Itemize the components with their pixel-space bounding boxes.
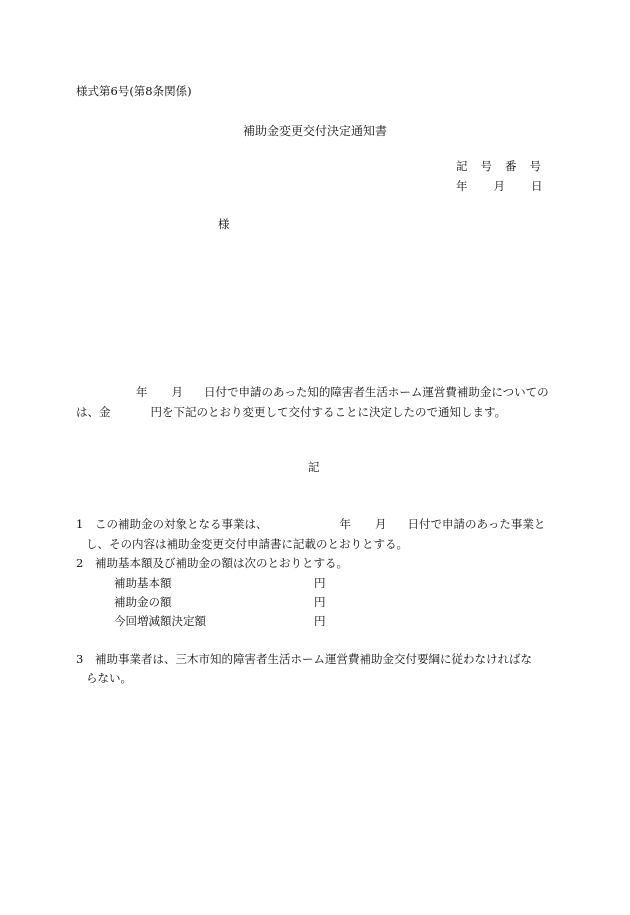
item-1-line-2: し、その内容は補助金変更交付申請書に記載のとおりとする。: [86, 537, 408, 551]
item-1-text-a: この補助金の対象となる事業は、: [95, 517, 268, 531]
record-go: 号: [480, 159, 492, 173]
item-3-number: 3: [76, 652, 84, 666]
date-day: 日: [531, 179, 543, 193]
item-2-text: 補助基本額及び補助金の額は次のとおりとする。: [95, 556, 348, 570]
record-go2: 号: [529, 159, 541, 173]
issue-date: [456, 181, 543, 193]
item-2: [76, 558, 348, 570]
item-3-line-1: [76, 654, 532, 666]
form-number: 様式第6号(第8条関係): [76, 84, 192, 98]
record-ki: 記: [456, 159, 468, 173]
item-1-month: 月: [375, 517, 387, 531]
date-month: 月: [493, 179, 505, 193]
addressee-honorific: 様: [218, 217, 230, 231]
amount-label-change: 今回増減額決定額: [114, 614, 206, 628]
item-1-line-1: [76, 519, 545, 531]
amount-unit-subsidy: 円: [314, 595, 326, 609]
record-number: [456, 161, 554, 173]
item-2-number: 2: [76, 556, 84, 570]
amount-label-base: 補助基本額: [114, 576, 172, 590]
amount-unit-base: 円: [314, 576, 326, 590]
body-year: 年: [136, 385, 148, 399]
item-1-text-b: 日付で申請のあった事業と: [407, 517, 546, 531]
body-line-2: [76, 407, 506, 419]
body-line1-text: 日付で申請のあった知的障害者生活ホーム運営費補助金についての: [204, 385, 549, 399]
amount-label-subsidy: 補助金の額: [114, 595, 172, 609]
body-month: 月: [171, 385, 183, 399]
item-1-number: 1: [76, 517, 84, 531]
body-line2-a: は、金: [76, 405, 111, 419]
item-3-line-2: らない。: [86, 671, 132, 685]
body-line-1: [136, 387, 549, 399]
date-year: 年: [456, 179, 468, 193]
document-title: 補助金変更交付決定通知書: [243, 124, 388, 138]
item-3-text: 補助事業者は、三木市知的障害者生活ホーム運営費補助金交付要綱に従わなければな: [95, 652, 532, 666]
item-1-year: 年: [339, 517, 351, 531]
record-ban: 番: [505, 159, 517, 173]
body-line2-b: 円を下記のとおり変更して交付することに決定したので通知します。: [150, 405, 507, 419]
section-heading: 記: [308, 460, 320, 474]
amount-unit-change: 円: [314, 614, 326, 628]
